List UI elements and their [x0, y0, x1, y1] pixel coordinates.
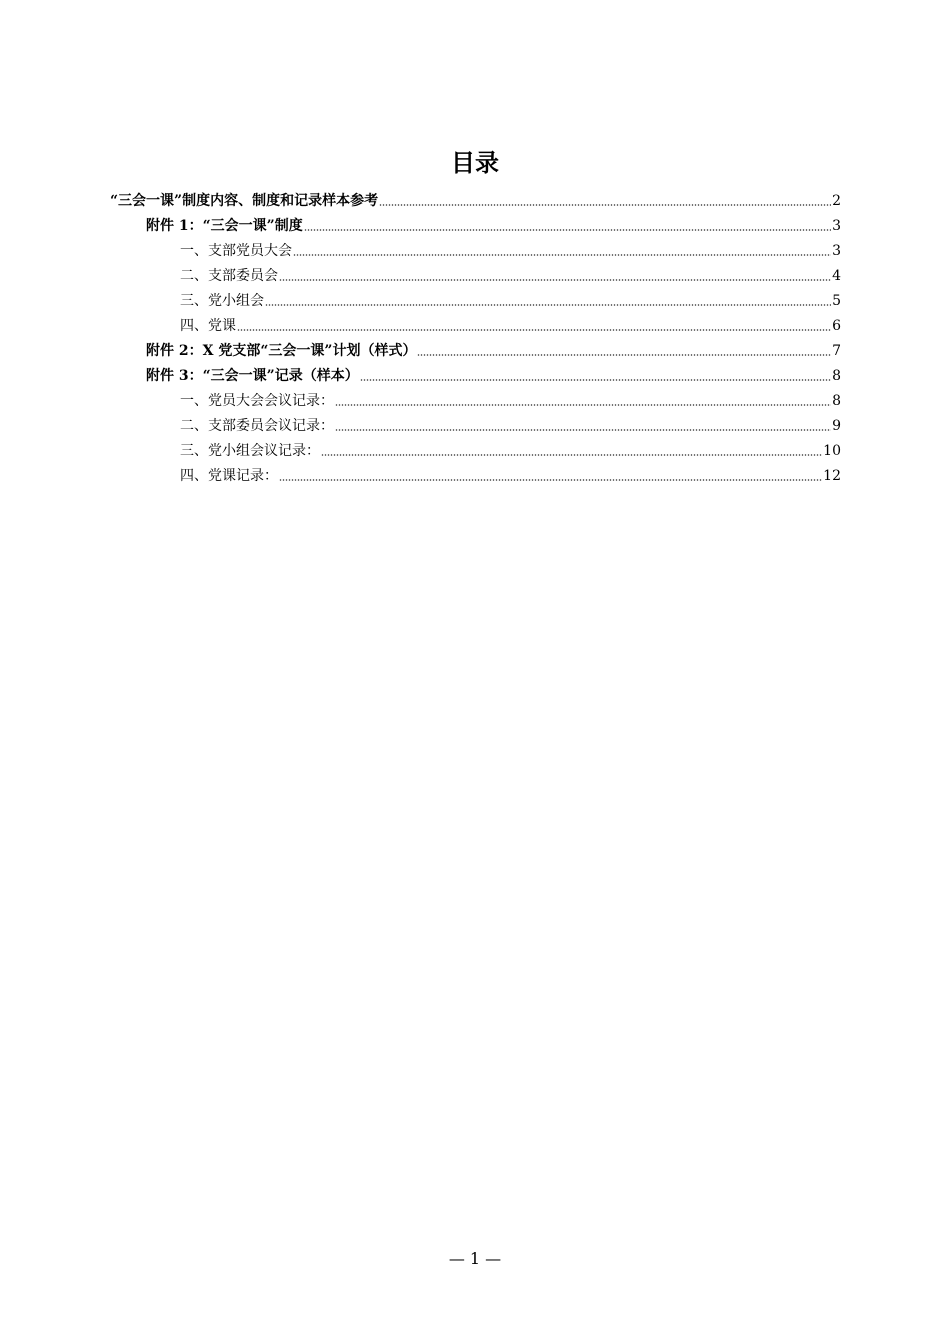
toc-entry-text: “三会一课”制度内容、制度和记录样本参考: [110, 193, 379, 209]
toc-entry-text: 三、党小组会议记录：: [180, 443, 320, 459]
toc-page-number: 12: [823, 468, 841, 484]
page-number-footer: — 1 —: [448, 1249, 502, 1268]
toc-entry-text: 二、支部委员会议记录：: [180, 418, 334, 434]
toc-page-number: 3: [832, 243, 841, 259]
toc-entry[interactable]: [146, 210, 841, 235]
toc-page-number: 8: [832, 393, 841, 409]
toc-entry[interactable]: [146, 335, 841, 360]
toc-entry-text: 附件 1：“三会一课”制度: [146, 218, 303, 234]
dot-leader: [237, 329, 831, 331]
page-title: 目录: [451, 149, 499, 177]
toc-entry-text: 附件 3：“三会一课”记录（样本）: [146, 368, 359, 384]
dot-leader: [293, 254, 831, 256]
toc-page-number: 5: [832, 293, 841, 309]
toc-page-number: 2: [832, 193, 841, 209]
dot-leader: [279, 279, 831, 281]
toc-entry[interactable]: [180, 310, 841, 335]
toc-entry-text: 四、党课: [180, 318, 236, 334]
toc-page-number: 4: [832, 268, 841, 284]
dot-leader: [335, 429, 831, 431]
toc-entry[interactable]: [180, 260, 841, 285]
toc-page-number: 7: [832, 343, 841, 359]
toc-page-number: 9: [832, 418, 841, 434]
toc-entry[interactable]: [110, 185, 841, 210]
dot-leader: [417, 354, 831, 356]
toc-entry[interactable]: [180, 385, 841, 410]
toc-page-number: 8: [832, 368, 841, 384]
toc-entry-text: 四、党课记录：: [180, 468, 278, 484]
toc-entry[interactable]: [146, 360, 841, 385]
toc-entry-text: 三、党小组会: [180, 293, 264, 309]
toc-entry-text: 一、支部党员大会: [180, 243, 292, 259]
toc-entry-text: 二、支部委员会: [180, 268, 278, 284]
dot-leader: [279, 479, 822, 481]
toc-entry[interactable]: [180, 460, 841, 485]
dot-leader: [265, 304, 831, 306]
dot-leader: [304, 229, 831, 231]
dot-leader: [335, 404, 831, 406]
toc-entry-text: 一、党员大会会议记录：: [180, 393, 334, 409]
toc-entry-text: 附件 2：X 党支部“三会一课”计划（样式）: [146, 343, 417, 359]
dot-leader: [321, 454, 822, 456]
toc-page-number: 6: [832, 318, 841, 334]
toc-entry[interactable]: [180, 235, 841, 260]
toc-entry[interactable]: [180, 435, 841, 460]
dot-leader: [360, 379, 831, 381]
toc-entry[interactable]: [180, 285, 841, 310]
toc-entry[interactable]: [180, 410, 841, 435]
toc-page-number: 3: [832, 218, 841, 234]
dot-leader: [379, 204, 831, 206]
toc-page-number: 10: [823, 443, 841, 459]
